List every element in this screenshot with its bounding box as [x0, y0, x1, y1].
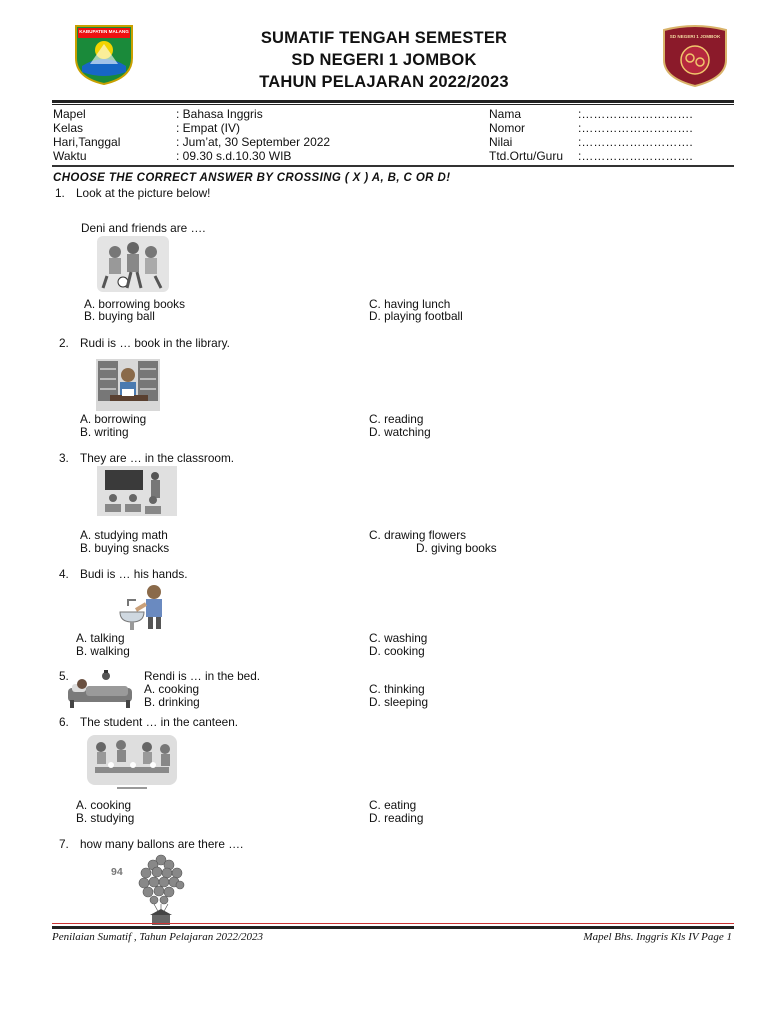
- exam-title: SUMATIF TENGAH SEMESTER: [260, 29, 508, 47]
- q2-option-a[interactable]: A. borrowing: [80, 412, 147, 426]
- q7-number: 7.: [59, 837, 69, 851]
- q6-option-c[interactable]: C. eating: [369, 798, 417, 812]
- footer-right: Mapel Bhs. Inggris Kls IV Page 1: [583, 931, 732, 943]
- info-label-mapel: Mapel: [53, 107, 86, 121]
- q1-option-a[interactable]: A. borrowing books: [84, 297, 185, 311]
- info-value-nilai: :……………………….: [578, 135, 693, 149]
- q4-text: Budi is … his hands.: [80, 567, 188, 581]
- q4-number: 4.: [59, 567, 69, 581]
- q5-number: 5.: [59, 669, 69, 683]
- info-label-date: Hari,Tanggal: [53, 135, 121, 149]
- footer-rule-thin: [52, 923, 734, 924]
- q5-option-c[interactable]: C. thinking: [369, 682, 425, 696]
- q3-text: They are … in the classroom.: [80, 451, 235, 465]
- q6-text: The student … in the canteen.: [80, 715, 239, 729]
- q6-number: 6.: [59, 715, 69, 729]
- q7-text: how many ballons are there ….: [80, 837, 244, 851]
- info-label-time: Waktu: [53, 149, 87, 163]
- q3-picture-classroom: [97, 466, 177, 516]
- info-rule: [52, 165, 734, 167]
- q5-option-b[interactable]: B. drinking: [144, 695, 200, 709]
- info-value-time: : 09.30 s.d.10.30 WIB: [176, 149, 292, 163]
- q5-option-a[interactable]: A. cooking: [144, 682, 200, 696]
- q1-text: Deni and friends are ….: [81, 221, 206, 235]
- q1-option-b[interactable]: B. buying ball: [84, 309, 155, 323]
- q2-option-b[interactable]: B. writing: [80, 425, 129, 439]
- q7-picture-number-label: 94: [111, 866, 123, 878]
- q2-number: 2.: [59, 336, 69, 350]
- info-label-kelas: Kelas: [53, 121, 84, 135]
- school-name: SD NEGERI 1 JOMBOK: [291, 51, 477, 69]
- instruction: CHOOSE THE CORRECT ANSWER BY CROSSING ( X ) A, B, C OR D!: [53, 172, 451, 184]
- q2-option-c[interactable]: C. reading: [369, 412, 424, 426]
- q6-option-b[interactable]: B. studying: [76, 811, 135, 825]
- q2-text: Rudi is … book in the library.: [80, 336, 230, 350]
- info-value-signature: :……………………….: [578, 149, 693, 163]
- school-logo-text: SD NEGERI 1 JOMBOK: [669, 34, 721, 39]
- q3-option-a[interactable]: A. studying math: [80, 528, 168, 542]
- info-value-mapel: : Bahasa Inggris: [176, 107, 263, 121]
- q4-option-a[interactable]: A. talking: [76, 631, 125, 645]
- info-label-signature: Ttd.Ortu/Guru: [489, 149, 564, 163]
- academic-year: TAHUN PELAJARAN 2022/2023: [259, 73, 509, 91]
- q2-picture-library: [96, 359, 160, 411]
- q1-picture-football: [97, 236, 169, 292]
- q4-option-d[interactable]: D. cooking: [369, 644, 425, 658]
- info-value-nomor: :……………………….: [578, 121, 693, 135]
- header-rule-thick: [52, 100, 734, 103]
- q6-picture-canteen: [87, 735, 177, 793]
- q1-number: 1.: [55, 186, 65, 200]
- q3-option-c[interactable]: C. drawing flowers: [369, 528, 467, 542]
- q3-option-b[interactable]: B. buying snacks: [80, 541, 170, 555]
- q1-intro: Look at the picture below!: [76, 186, 211, 200]
- regency-logo-text: KABUPATEN MALANG: [79, 29, 129, 34]
- info-value-nama: :……………………….: [578, 107, 693, 121]
- info-label-nama: Nama: [489, 107, 522, 121]
- q5-option-d[interactable]: D. sleeping: [369, 695, 429, 709]
- q1-option-c[interactable]: C. having lunch: [369, 297, 451, 311]
- q2-option-d[interactable]: D. watching: [369, 425, 431, 439]
- q3-option-d[interactable]: D. giving books: [416, 541, 497, 555]
- q4-option-c[interactable]: C. washing: [369, 631, 428, 645]
- q4-option-b[interactable]: B. walking: [76, 644, 130, 658]
- info-label-nomor: Nomor: [489, 121, 526, 135]
- q5-text: Rendi is … in the bed.: [144, 669, 261, 683]
- q6-option-a[interactable]: A. cooking: [76, 798, 132, 812]
- info-value-kelas: : Empat (IV): [176, 121, 241, 135]
- q7-picture-balloons: [136, 853, 186, 928]
- header-rule-thin: [52, 104, 734, 105]
- footer-left: Penilaian Sumatif , Tahun Pelajaran 2022/2023: [52, 931, 264, 943]
- info-label-nilai: Nilai: [489, 135, 513, 149]
- q6-option-d[interactable]: D. reading: [369, 811, 424, 825]
- q5-picture-bed: [66, 670, 136, 708]
- q4-picture-washing: [116, 582, 168, 630]
- info-value-date: : Jum’at, 30 September 2022: [176, 135, 331, 149]
- footer-rule-thick: [52, 926, 734, 929]
- q1-option-d[interactable]: D. playing football: [369, 309, 463, 323]
- q3-number: 3.: [59, 451, 69, 465]
